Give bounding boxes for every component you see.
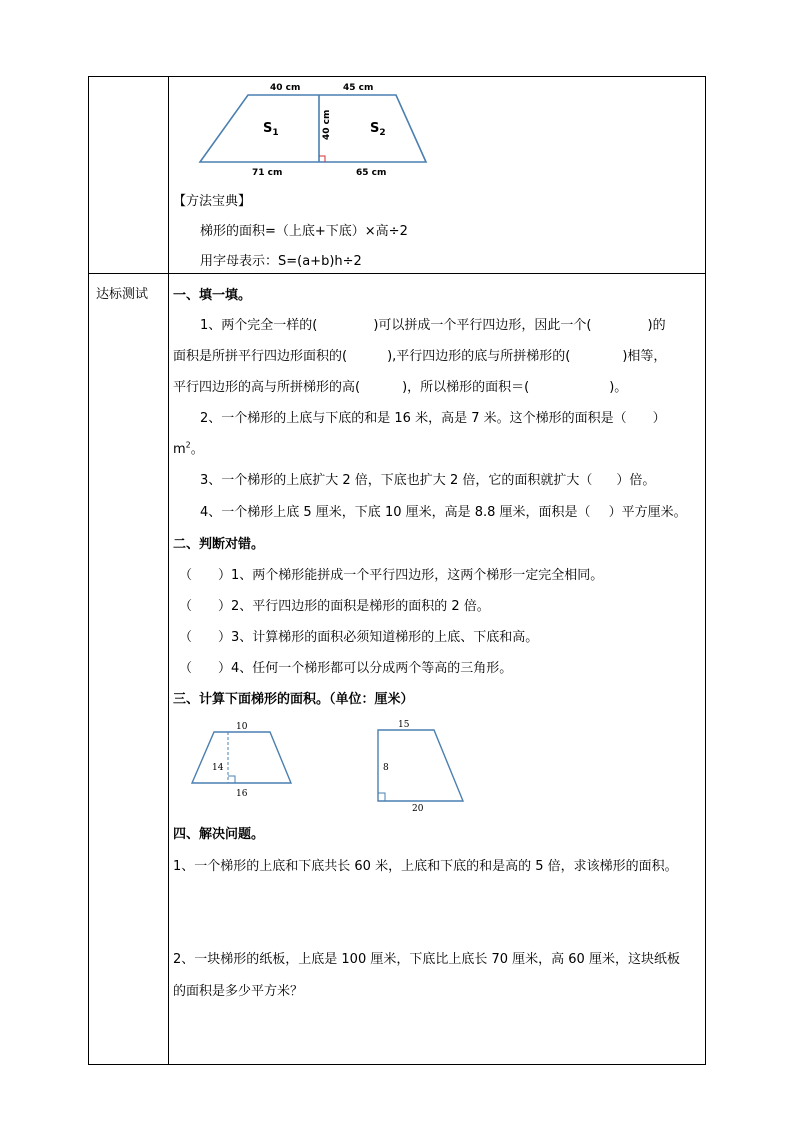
top-right-label: 45 cm bbox=[343, 83, 374, 93]
top-trapezoid-figure bbox=[190, 78, 440, 178]
row-label: 达标测试 bbox=[96, 287, 149, 302]
judge-item-4: （ ）4、任何一个梯形都可以分成两个等高的三角形。 bbox=[179, 661, 513, 676]
section2-title: 二、判断对错。 bbox=[173, 537, 265, 552]
trapezoid-figure-2 bbox=[372, 716, 472, 814]
fig1-top-label: 10 bbox=[236, 722, 248, 732]
s2-label: S bbox=[370, 121, 380, 136]
s2-subscript: 2 bbox=[379, 128, 386, 138]
bottom-right-label: 65 cm bbox=[356, 168, 387, 178]
svg-text:S1 bbox=[263, 121, 279, 138]
section3-title: 三、计算下面梯形的面积。（单位：厘米） bbox=[173, 692, 414, 707]
s1-q2-unit: $m^2$。 bbox=[173, 440, 204, 457]
s1-q1-line3: 平行四边形的高与所拼梯形的高( )，所以梯形的面积＝( )。 bbox=[173, 380, 628, 395]
s1-q2: 2、一个梯形的上底与下底的和是 16 米，高是 7 米。这个梯形的面积是（ ） bbox=[200, 411, 666, 426]
fig2-top-label: 15 bbox=[398, 720, 410, 730]
s1-q1-line1: 1、两个完全一样的( )可以拼成一个平行四边形，因此一个( )的 bbox=[200, 318, 666, 333]
s1-label: S bbox=[263, 121, 273, 136]
formula-1: 梯形的面积=（上底+下底）×高÷2 bbox=[200, 224, 408, 239]
fig1-bottom-label: 16 bbox=[236, 789, 248, 799]
method-title: 【方法宝典】 bbox=[173, 194, 252, 209]
top-left-label: 40 cm bbox=[270, 83, 301, 93]
s1-subscript: 1 bbox=[272, 128, 279, 138]
judge-item-1: （ ）1、两个梯形能拼成一个平行四边形，这两个梯形一定完全相同。 bbox=[179, 568, 604, 583]
fig2-height-label: 8 bbox=[383, 763, 389, 773]
row-divider bbox=[89, 273, 705, 274]
section1-title: 一、填一填。 bbox=[173, 288, 252, 303]
s4-q1: 1、一个梯形的上底和下底共长 60 米，上底和下底的和是高的 5 倍，求该梯形的面积。 bbox=[173, 859, 678, 874]
s4-q2-line2: 的面积是多少平方米？ bbox=[173, 984, 304, 999]
s1-q1-line2: 面积是所拼平行四边形面积的( ),平行四边形的底与所拼梯形的( )相等， bbox=[173, 349, 667, 364]
fig2-bottom-label: 20 bbox=[412, 804, 424, 814]
bottom-left-label: 71 cm bbox=[252, 168, 283, 178]
judge-item-3: （ ）3、计算梯形的面积必须知道梯形的上底、下底和高。 bbox=[179, 630, 539, 645]
fig1-height-label: 14 bbox=[212, 763, 224, 773]
section4-title: 四、解决问题。 bbox=[173, 827, 265, 842]
svg-text:S2 bbox=[370, 121, 386, 138]
judge-item-2: （ ）2、平行四边形的面积是梯形的面积的 2 倍。 bbox=[179, 599, 490, 614]
s1-q4: 4、一个梯形上底 5 厘米，下底 10 厘米，高是 8.8 厘米，面积是（ ）平方厘米。 bbox=[200, 505, 687, 520]
s1-q3: 3、一个梯形的上底扩大 2 倍，下底也扩大 2 倍，它的面积就扩大（ ）倍。 bbox=[200, 473, 656, 488]
height-label: 40 cm bbox=[322, 109, 332, 140]
s4-q2-line1: 2、一块梯形的纸板，上底是 100 厘米，下底比上底长 70 厘米，高 60 厘米，这块纸板 bbox=[173, 952, 680, 967]
column-divider bbox=[168, 77, 169, 1064]
trapezoid-figure-1 bbox=[188, 718, 298, 804]
formula-2: 用字母表示：S=(a+b)h÷2 bbox=[200, 254, 362, 269]
